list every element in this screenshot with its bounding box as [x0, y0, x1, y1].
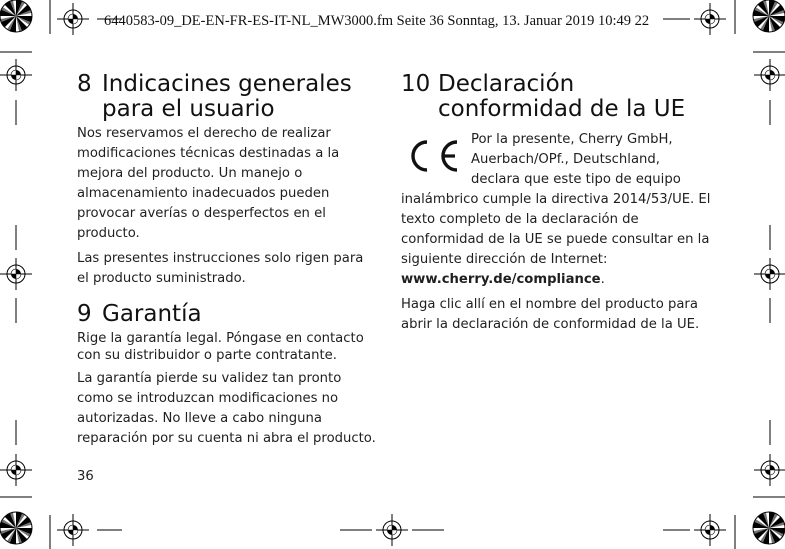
compliance-url-link[interactable]: www.cherry.de/compliance — [401, 272, 601, 287]
section-10-title-line2: conformidad de la UE — [438, 96, 686, 122]
section-10 — [401, 72, 711, 335]
page-number: 36 — [77, 469, 94, 484]
section-8-paragraph-1: Nos reservamos el derecho de realizar modificaciones técnicas destinadas a la mejora del producto. Un manejo o almacenamiento inadecuados pueden provocar averías o desperfectos en el producto. — [77, 126, 340, 241]
file-header: 6440583-09_DE-EN-FR-ES-IT-NL_MW3000.fm Seite 36 Sonntag, 13. Januar 2019 10:49 22 — [104, 13, 650, 29]
section-8-paragraph-2: Las presentes instrucciones solo rigen para el producto suministrado. — [77, 251, 364, 286]
section-10-title-line1: Declaración — [438, 71, 575, 97]
section-9-heading — [77, 302, 379, 327]
section-8-title-line1: Indicacines generales — [102, 71, 352, 97]
section-10-paragraph-1-text: inalámbrico cumple la directiva 2014/53/UE. El texto completo de la declaración de conformidad de la UE se puede consultar en la siguiente dirección de Internet: — [401, 192, 711, 267]
section-9-paragraph-2: La garantía pierde su validez tan pronto como se introduzcan modificaciones no autorizadas. No lleve a cabo ninguna reparación por su cuenta ni abra el producto. — [77, 371, 376, 446]
right-column — [401, 72, 711, 335]
section-9 — [77, 302, 379, 449]
ce-line-1: Por la presente, Cherry GmbH, — [471, 132, 673, 147]
section-8-title-line2: para el usuario — [102, 96, 275, 122]
section-8-heading — [77, 72, 379, 122]
ce-line-3: declara que este tipo de equipo — [471, 172, 681, 187]
url-period: . — [600, 272, 605, 287]
section-10-heading — [401, 72, 711, 122]
section-10-number: 10 — [401, 71, 431, 97]
section-8-title — [102, 72, 352, 122]
section-10-title — [438, 72, 685, 122]
section-9-paragraph-1: Rige la garantía legal. Póngase en contacto con su distribuidor o parte contratante. — [77, 331, 364, 363]
ce-declaration-block — [401, 130, 711, 190]
ce-conformity-mark-icon — [403, 138, 463, 174]
section-8 — [77, 72, 379, 289]
section-10-paragraph-2: Haga clic allí en el nombre del producto para abrir la declaración de conformidad de la UE. — [401, 297, 700, 332]
section-10-paragraph-1 — [401, 190, 711, 290]
section-8-number: 8 — [77, 71, 92, 97]
section-9-title: Garantía — [102, 301, 202, 327]
left-column — [77, 72, 379, 449]
ce-line-2: Auerbach/OPf., Deutschland, — [471, 152, 660, 167]
section-9-number: 9 — [77, 301, 92, 327]
